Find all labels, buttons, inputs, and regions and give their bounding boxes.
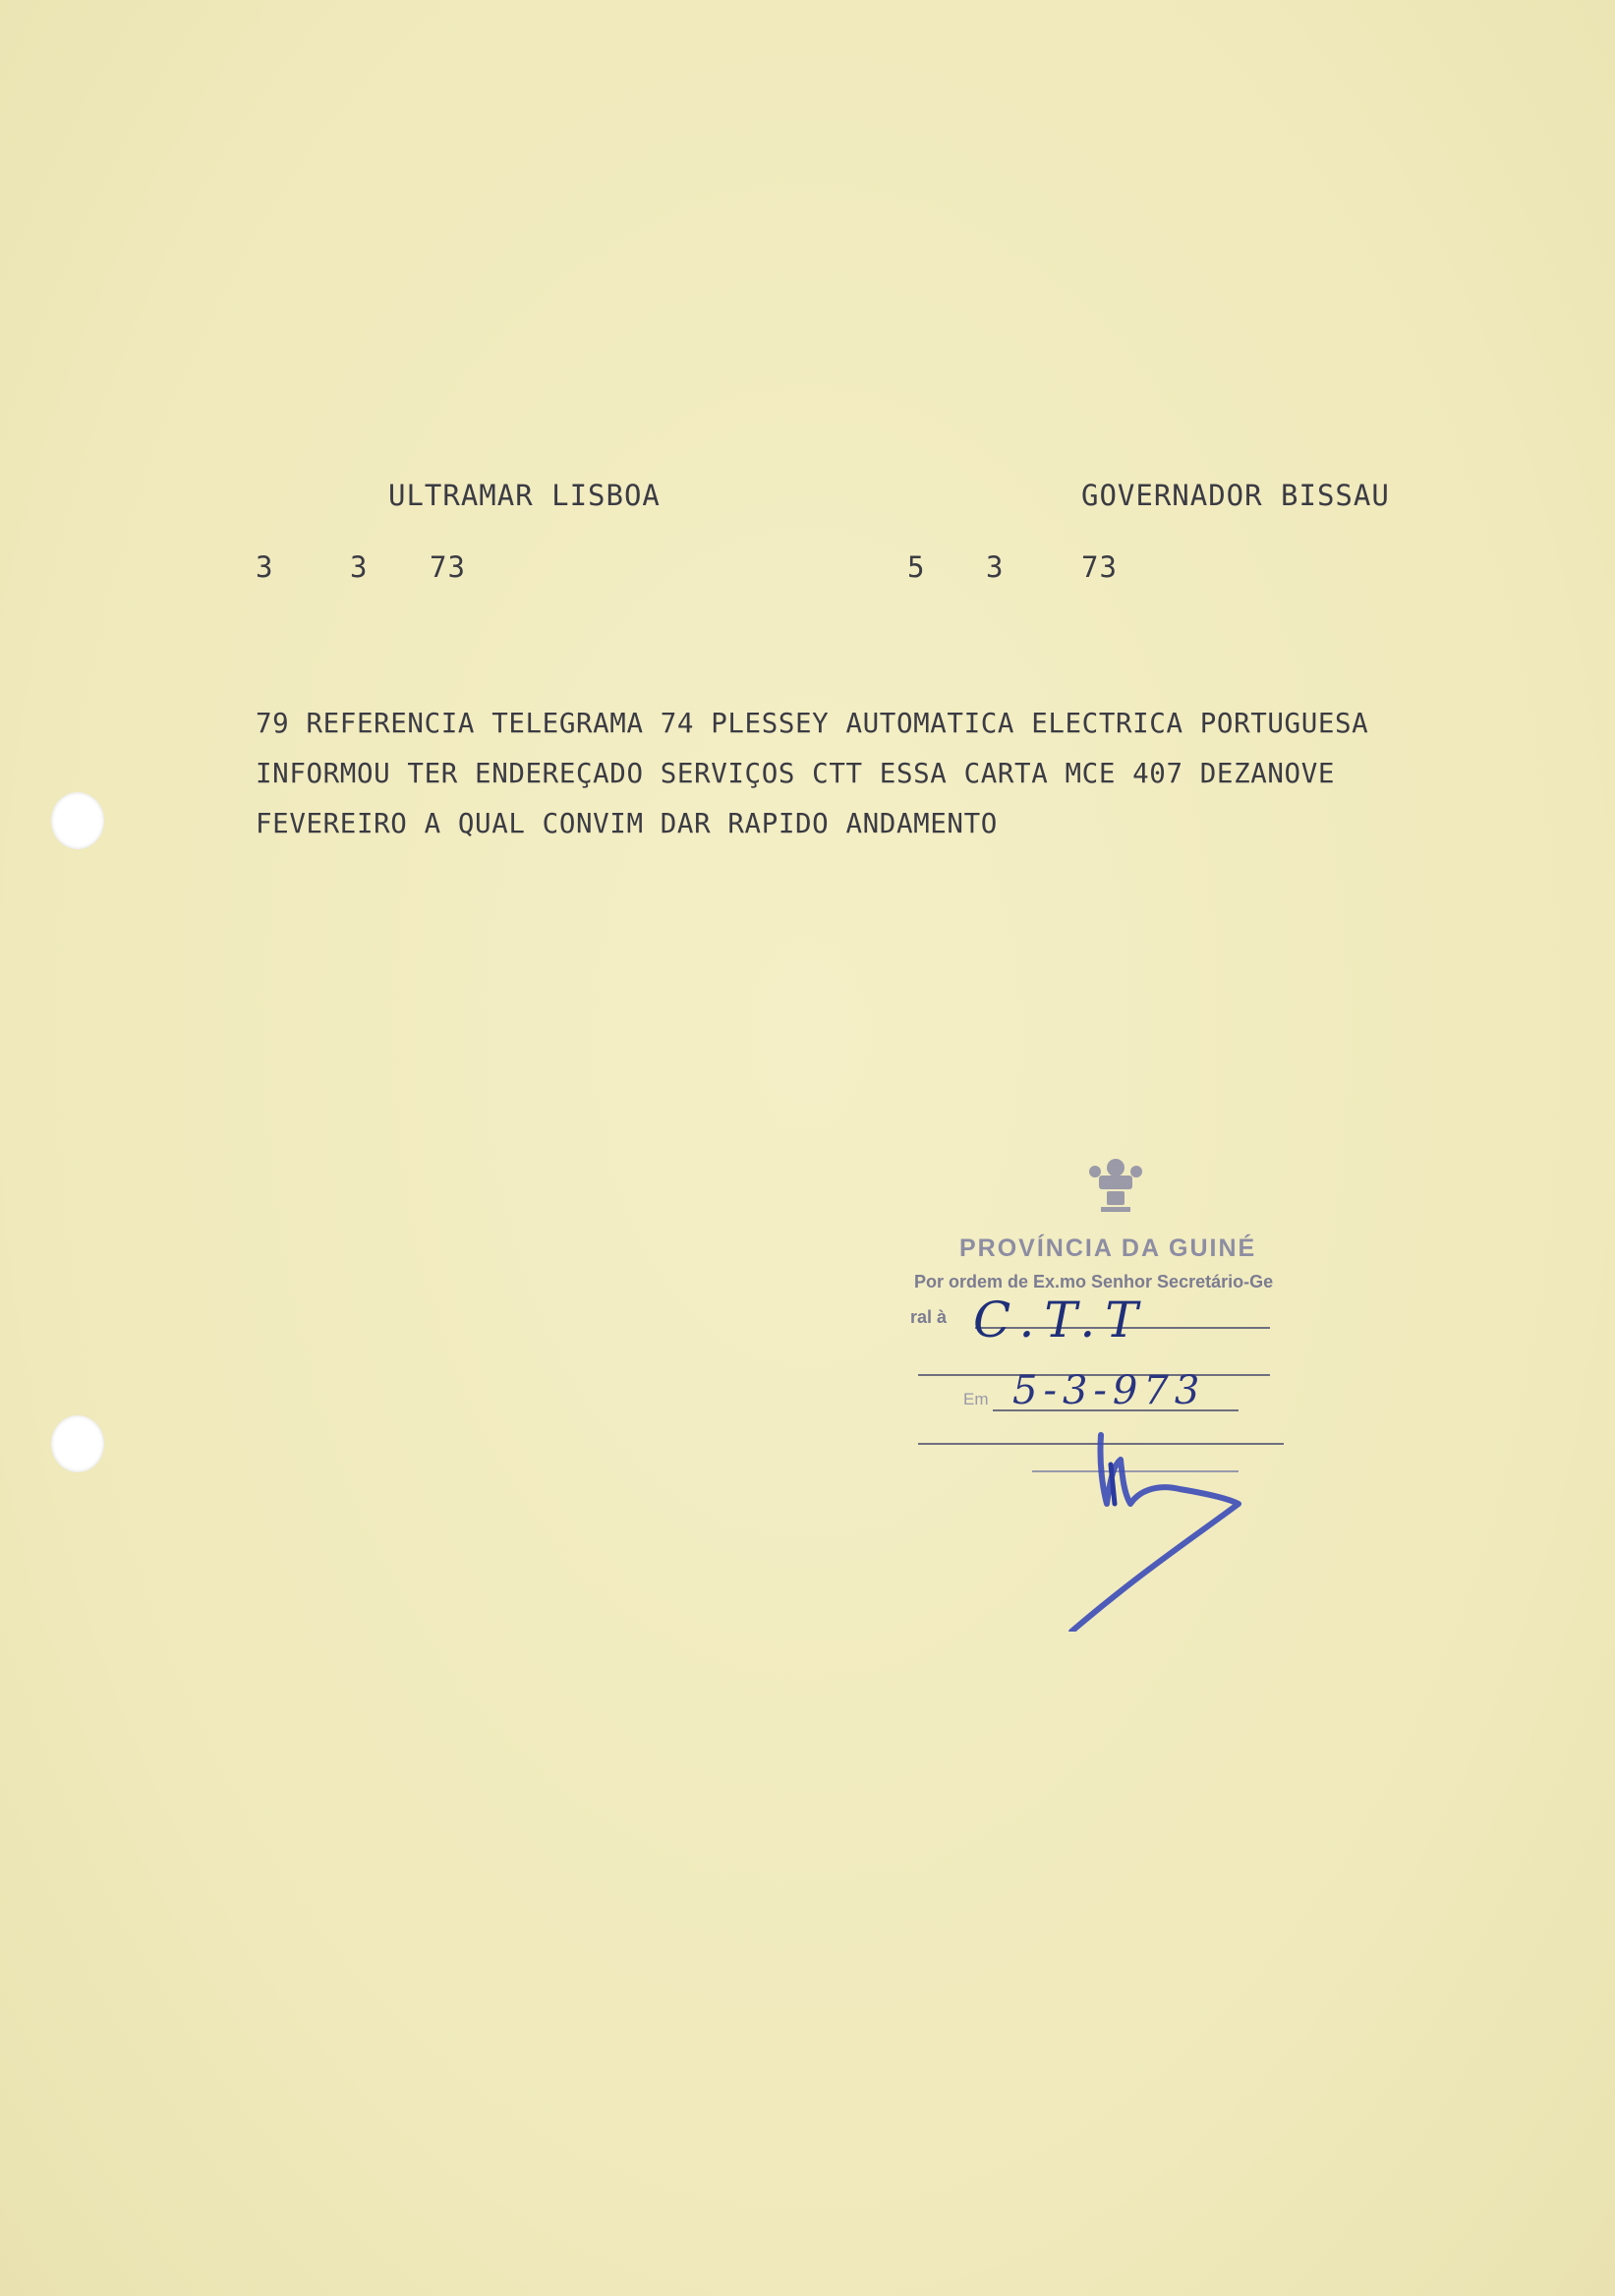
stamp-date-prefix: Em	[963, 1390, 989, 1408]
sender-date-day: 3	[256, 550, 274, 584]
coat-of-arms-emblem	[1081, 1150, 1150, 1219]
stamp-line-1: Por ordem de Ex.mo Senhor Secretário-Ge	[914, 1272, 1274, 1292]
stamp-title: PROVÍNCIA DA GUINÉ	[959, 1234, 1257, 1262]
handwritten-destination: C.T.T	[973, 1292, 1148, 1349]
body-line-3: FEVEREIRO A QUAL CONVIM DAR RAPIDO ANDAMENTO	[256, 808, 998, 839]
body-line-1: 79 REFERENCIA TELEGRAMA 74 PLESSEY AUTOMATICA ELECTRICA PORTUGUESA	[256, 708, 1369, 739]
recipient-date-month: 3	[986, 550, 1005, 584]
recipient-date-day: 5	[907, 550, 926, 584]
sender-date-month: 3	[350, 550, 369, 584]
sender-date-year: 73	[430, 550, 466, 584]
recipient-heading: GOVERNADOR BISSAU	[1081, 479, 1390, 512]
handwritten-date: 5-3-973	[1012, 1368, 1206, 1413]
official-stamp	[904, 1150, 1376, 1592]
body-line-2: INFORMOU TER ENDEREÇADO SERVIÇOS CTT ESSA CARTA MCE 407 DEZANOVE	[256, 758, 1336, 789]
sender-heading: ULTRAMAR LISBOA	[388, 479, 661, 512]
punch-hole-bottom	[51, 1415, 104, 1472]
punch-hole-top	[51, 792, 104, 849]
stamp-line-2-prefix: ral à	[910, 1307, 948, 1327]
signature-scribble	[1042, 1396, 1337, 1632]
recipient-date-year: 73	[1081, 550, 1118, 584]
